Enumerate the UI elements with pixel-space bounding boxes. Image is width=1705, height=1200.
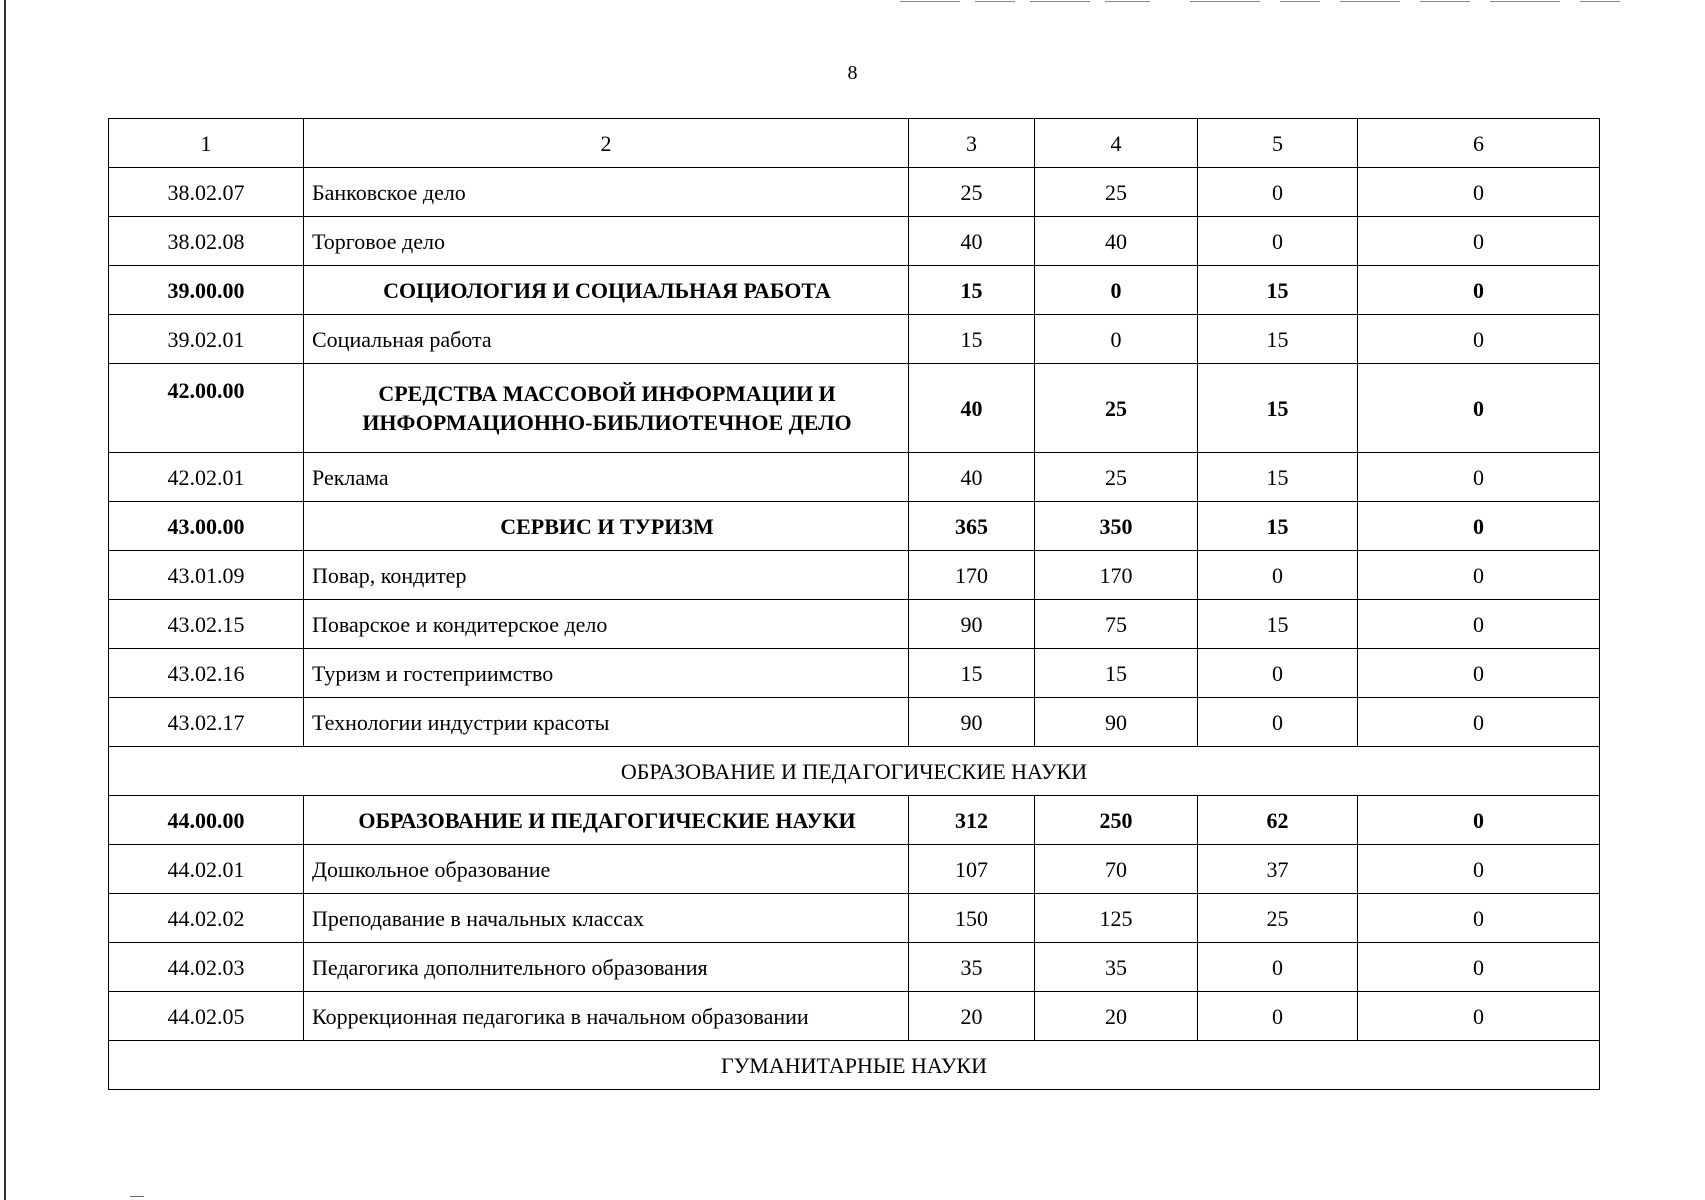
value-cell-col3: 20 xyxy=(909,992,1035,1041)
value-cell-col3: 170 xyxy=(909,551,1035,600)
value-cell-col4: 35 xyxy=(1035,943,1198,992)
value-cell-col5: 0 xyxy=(1198,698,1358,747)
scan-mark xyxy=(1030,1,1090,2)
value-cell-col6: 0 xyxy=(1358,894,1600,943)
value-cell-col4: 350 xyxy=(1035,502,1198,551)
value-cell-col4: 25 xyxy=(1035,168,1198,217)
value-cell-col4: 75 xyxy=(1035,600,1198,649)
code-cell: 43.02.16 xyxy=(109,649,304,698)
value-cell-col3: 15 xyxy=(909,315,1035,364)
group-row xyxy=(109,796,1600,845)
value-cell-col3: 107 xyxy=(909,845,1035,894)
header-cell: 6 xyxy=(1358,119,1600,168)
name-cell: Повар, кондитер xyxy=(304,551,909,600)
group-row xyxy=(109,502,1600,551)
table-row xyxy=(109,698,1600,747)
code-cell: 44.02.02 xyxy=(109,894,304,943)
value-cell-col5: 62 xyxy=(1198,796,1358,845)
value-cell-col3: 15 xyxy=(909,649,1035,698)
scan-mark xyxy=(1420,1,1470,2)
name-cell: Поварское и кондитерское дело xyxy=(304,600,909,649)
value-cell-col6: 0 xyxy=(1358,992,1600,1041)
value-cell-col4: 170 xyxy=(1035,551,1198,600)
value-cell-col6: 0 xyxy=(1358,845,1600,894)
name-cell: Технологии индустрии красоты xyxy=(304,698,909,747)
scan-mark xyxy=(1280,1,1320,2)
value-cell-col6: 0 xyxy=(1358,364,1600,453)
value-cell-col4: 25 xyxy=(1035,453,1198,502)
scan-mark xyxy=(1190,1,1260,2)
value-cell-col4: 25 xyxy=(1035,364,1198,453)
table-row xyxy=(109,943,1600,992)
table-row xyxy=(109,315,1600,364)
value-cell-col3: 35 xyxy=(909,943,1035,992)
value-cell-col3: 25 xyxy=(909,168,1035,217)
value-cell-col4: 20 xyxy=(1035,992,1198,1041)
value-cell-col5: 15 xyxy=(1198,315,1358,364)
value-cell-col5: 0 xyxy=(1198,551,1358,600)
value-cell-col3: 312 xyxy=(909,796,1035,845)
code-cell: 38.02.08 xyxy=(109,217,304,266)
scan-mark xyxy=(1490,1,1560,2)
value-cell-col6: 0 xyxy=(1358,315,1600,364)
name-cell: ОБРАЗОВАНИЕ И ПЕДАГОГИЧЕСКИЕ НАУКИ xyxy=(304,796,909,845)
value-cell-col6: 0 xyxy=(1358,551,1600,600)
value-cell-col4: 15 xyxy=(1035,649,1198,698)
name-cell: Туризм и гостеприимство xyxy=(304,649,909,698)
name-cell: Реклама xyxy=(304,453,909,502)
value-cell-col4: 70 xyxy=(1035,845,1198,894)
value-cell-col3: 40 xyxy=(909,453,1035,502)
value-cell-col5: 37 xyxy=(1198,845,1358,894)
value-cell-col3: 40 xyxy=(909,217,1035,266)
value-cell-col5: 15 xyxy=(1198,502,1358,551)
value-cell-col6: 0 xyxy=(1358,943,1600,992)
value-cell-col3: 90 xyxy=(909,600,1035,649)
scan-mark xyxy=(900,1,960,2)
value-cell-col3: 40 xyxy=(909,364,1035,453)
header-cell: 1 xyxy=(109,119,304,168)
value-cell-col6: 0 xyxy=(1358,600,1600,649)
table-row xyxy=(109,217,1600,266)
value-cell-col4: 0 xyxy=(1035,315,1198,364)
value-cell-col3: 365 xyxy=(909,502,1035,551)
value-cell-col3: 15 xyxy=(909,266,1035,315)
code-cell: 43.02.17 xyxy=(109,698,304,747)
code-cell: 42.00.00 xyxy=(109,364,304,453)
table-row xyxy=(109,649,1600,698)
table-row xyxy=(109,551,1600,600)
value-cell-col5: 15 xyxy=(1198,453,1358,502)
code-cell: 44.02.05 xyxy=(109,992,304,1041)
value-cell-col5: 15 xyxy=(1198,266,1358,315)
code-cell: 43.01.09 xyxy=(109,551,304,600)
code-cell: 44.02.01 xyxy=(109,845,304,894)
value-cell-col6: 0 xyxy=(1358,266,1600,315)
value-cell-col3: 150 xyxy=(909,894,1035,943)
header-cell: 4 xyxy=(1035,119,1198,168)
header-row xyxy=(109,119,1600,168)
name-cell: СРЕДСТВА МАССОВОЙ ИНФОРМАЦИИ И ИНФОРМАЦИОННО-БИБЛИОТЕЧНОЕ ДЕЛО xyxy=(304,364,909,453)
value-cell-col5: 0 xyxy=(1198,943,1358,992)
code-cell: 44.02.03 xyxy=(109,943,304,992)
value-cell-col3: 90 xyxy=(909,698,1035,747)
name-cell: Дошкольное образование xyxy=(304,845,909,894)
code-cell: 38.02.07 xyxy=(109,168,304,217)
page-number: 8 xyxy=(847,62,858,84)
scan-mark xyxy=(1580,1,1620,2)
value-cell-col5: 15 xyxy=(1198,364,1358,453)
value-cell-col4: 0 xyxy=(1035,266,1198,315)
scan-edge xyxy=(4,0,6,1200)
code-cell: 39.00.00 xyxy=(109,266,304,315)
code-cell: 43.02.15 xyxy=(109,600,304,649)
code-cell: 43.00.00 xyxy=(109,502,304,551)
header-cell: 3 xyxy=(909,119,1035,168)
value-cell-col6: 0 xyxy=(1358,217,1600,266)
name-cell: СОЦИОЛОГИЯ И СОЦИАЛЬНАЯ РАБОТА xyxy=(304,266,909,315)
value-cell-col5: 25 xyxy=(1198,894,1358,943)
group-row xyxy=(109,266,1600,315)
value-cell-col6: 0 xyxy=(1358,698,1600,747)
code-cell: 39.02.01 xyxy=(109,315,304,364)
name-cell: Социальная работа xyxy=(304,315,909,364)
name-cell: Коррекционная педагогика в начальном образовании xyxy=(304,992,909,1041)
section-row xyxy=(109,1041,1600,1090)
value-cell-col5: 0 xyxy=(1198,168,1358,217)
name-cell: Педагогика дополнительного образования xyxy=(304,943,909,992)
value-cell-col6: 0 xyxy=(1358,168,1600,217)
header-cell: 2 xyxy=(304,119,909,168)
table-row xyxy=(109,845,1600,894)
group-row xyxy=(109,364,1600,453)
name-cell: Преподавание в начальных классах xyxy=(304,894,909,943)
name-cell: СЕРВИС И ТУРИЗМ xyxy=(304,502,909,551)
section-row xyxy=(109,747,1600,796)
section-title: ГУМАНИТАРНЫЕ НАУКИ xyxy=(109,1041,1600,1090)
value-cell-col6: 0 xyxy=(1358,453,1600,502)
value-cell-col5: 0 xyxy=(1198,992,1358,1041)
table-row xyxy=(109,600,1600,649)
value-cell-col5: 15 xyxy=(1198,600,1358,649)
table-body xyxy=(109,119,1600,1090)
value-cell-col4: 40 xyxy=(1035,217,1198,266)
name-cell: Торговое дело xyxy=(304,217,909,266)
table-row xyxy=(109,453,1600,502)
data-table xyxy=(108,118,1600,1090)
code-cell: 44.00.00 xyxy=(109,796,304,845)
scan-mark xyxy=(130,1196,144,1197)
value-cell-col6: 0 xyxy=(1358,502,1600,551)
name-cell: Банковское дело xyxy=(304,168,909,217)
table-row xyxy=(109,992,1600,1041)
scan-mark xyxy=(1340,1,1400,2)
value-cell-col5: 0 xyxy=(1198,649,1358,698)
table-row xyxy=(109,894,1600,943)
value-cell-col4: 250 xyxy=(1035,796,1198,845)
value-cell-col6: 0 xyxy=(1358,796,1600,845)
table-row xyxy=(109,168,1600,217)
scan-mark xyxy=(975,1,1015,2)
value-cell-col5: 0 xyxy=(1198,217,1358,266)
scan-mark xyxy=(1105,1,1150,2)
section-title: ОБРАЗОВАНИЕ И ПЕДАГОГИЧЕСКИЕ НАУКИ xyxy=(109,747,1600,796)
code-cell: 42.02.01 xyxy=(109,453,304,502)
value-cell-col4: 90 xyxy=(1035,698,1198,747)
value-cell-col4: 125 xyxy=(1035,894,1198,943)
value-cell-col6: 0 xyxy=(1358,649,1600,698)
header-cell: 5 xyxy=(1198,119,1358,168)
